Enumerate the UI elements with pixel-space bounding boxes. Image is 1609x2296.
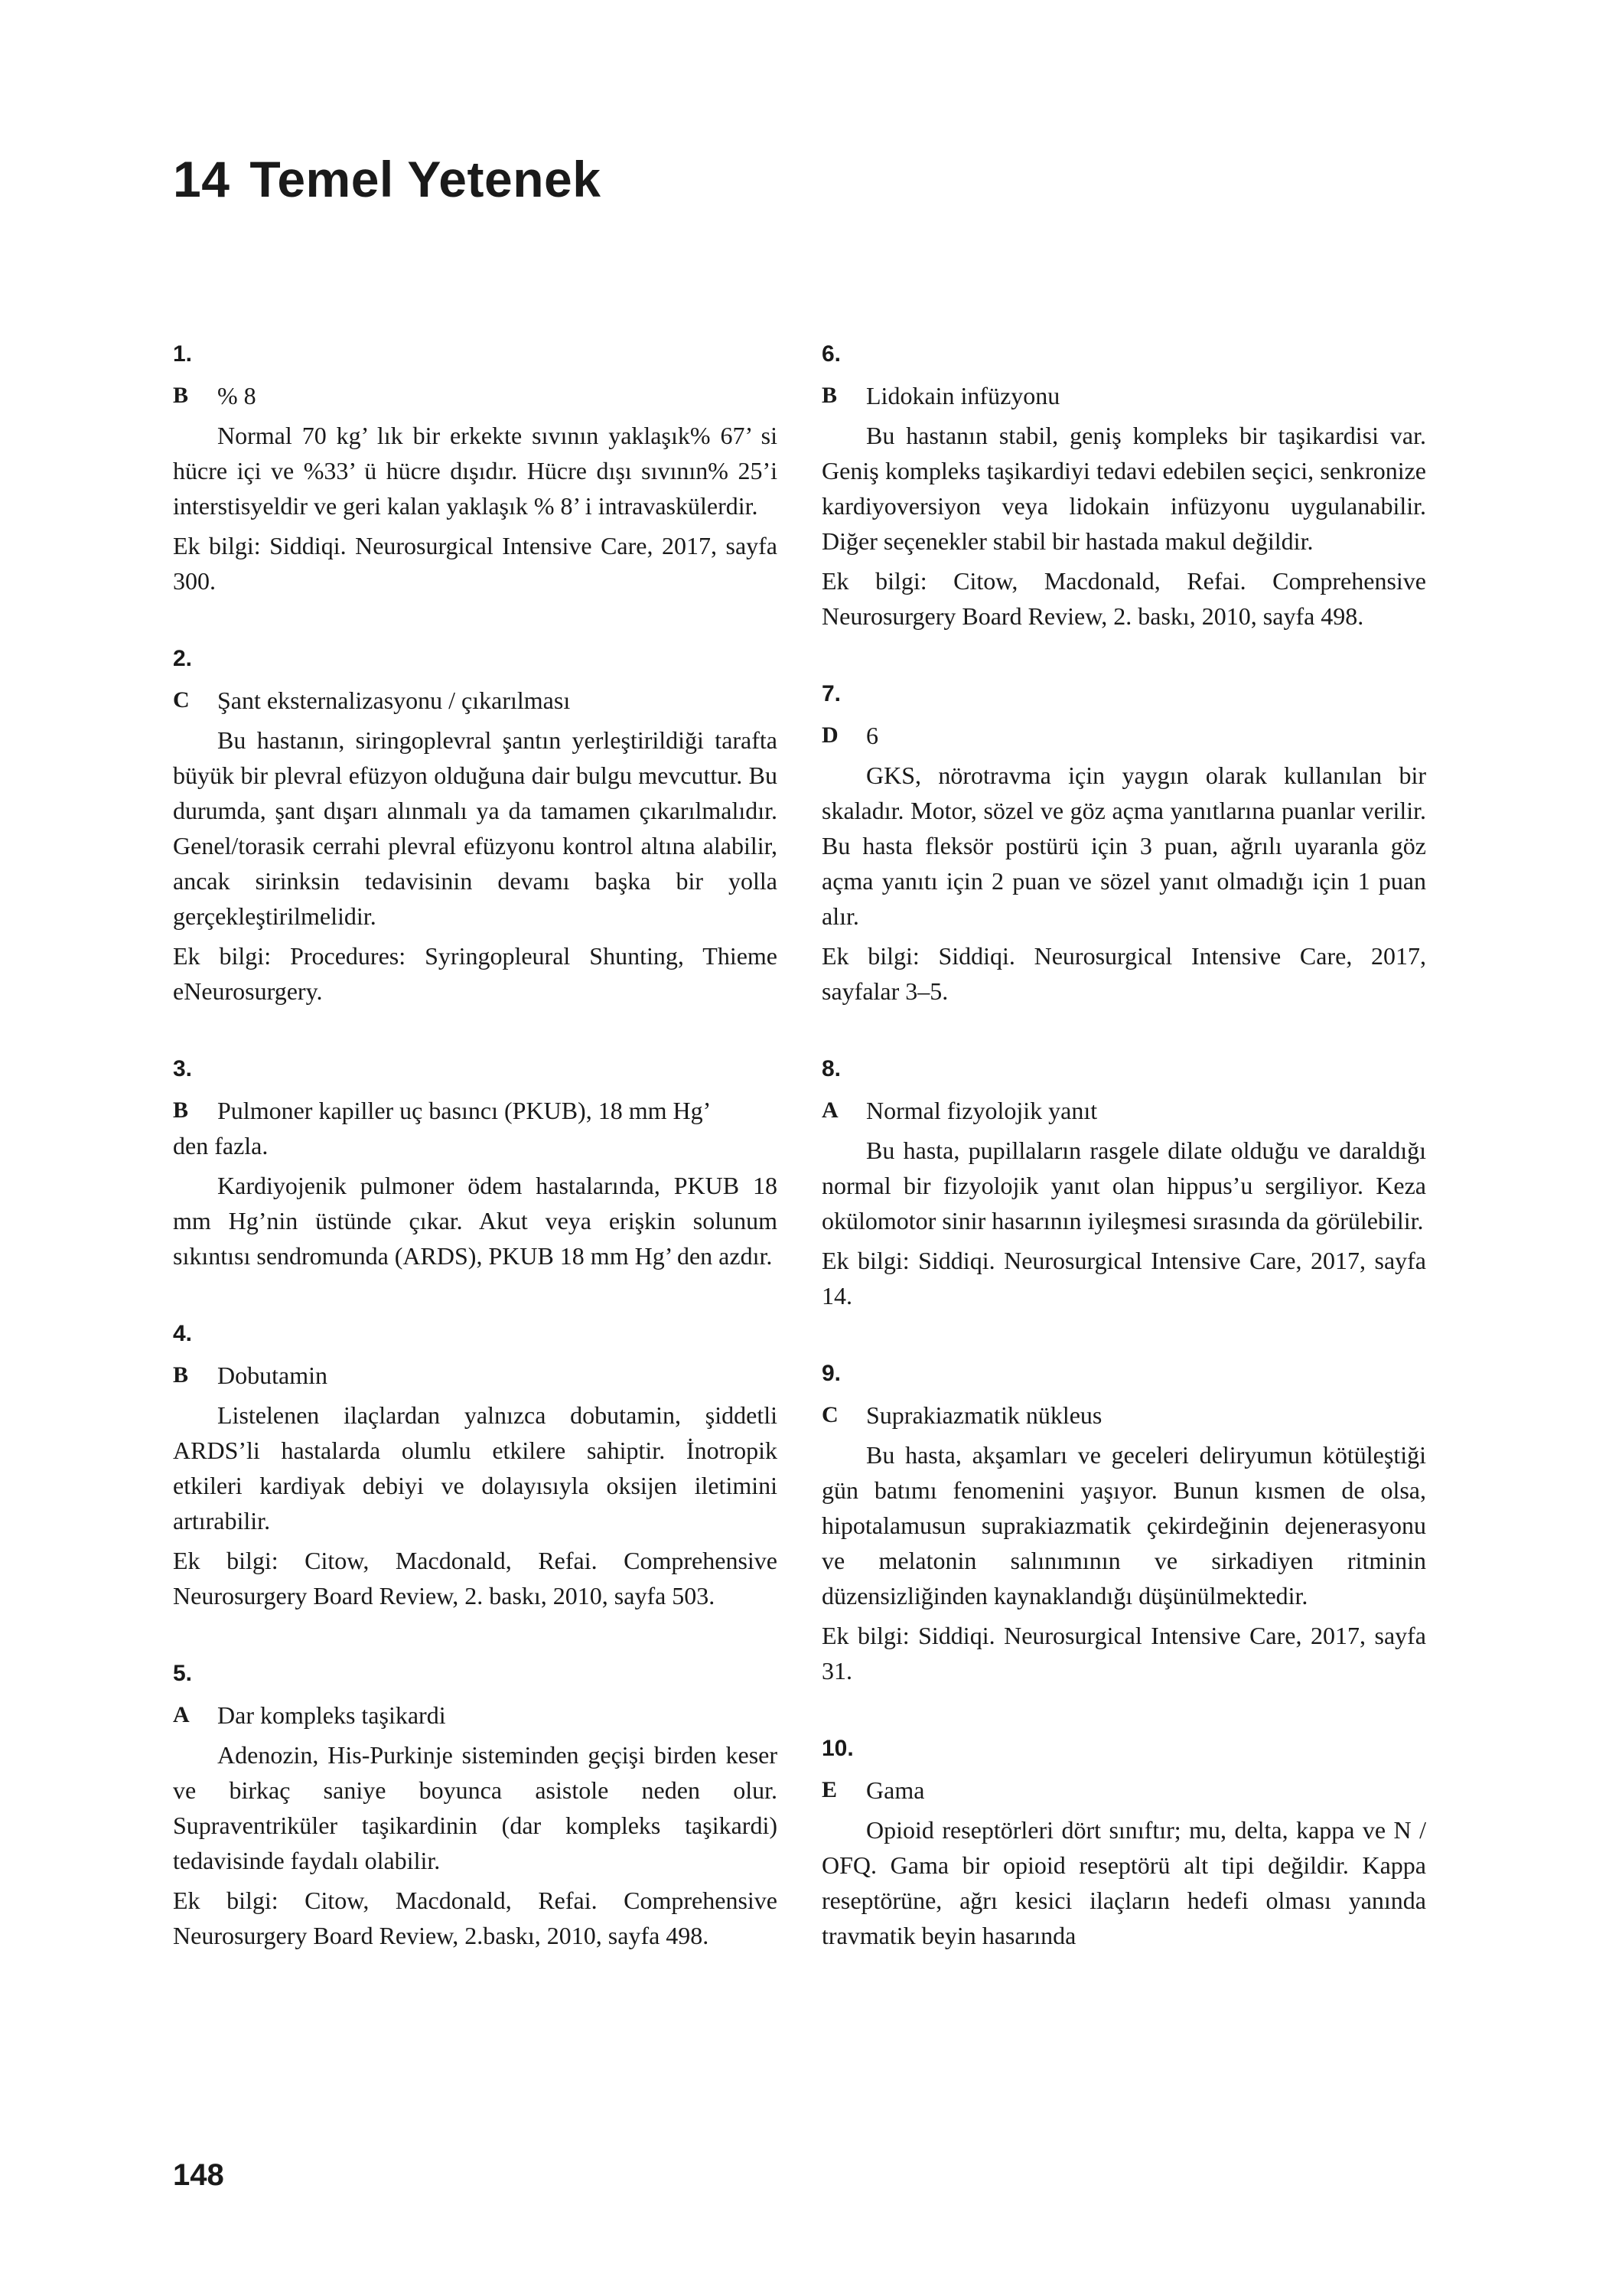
reference: Ek bilgi: Siddiqi. Neurosurgical Intensive Care, 2017, sayfa 31. — [822, 1622, 1426, 1684]
explanation: Kardiyojenik pulmoner ödem hastalarında, PKUB 18 mm Hg’nin üstünde çıkar. Akut veya erişkin solunum sıkıntısı sendromunda (ARDS), PKUB 18 mm Hg’ den azdır. — [173, 1172, 777, 1270]
answer-line — [173, 378, 777, 413]
reference: Ek bilgi: Siddiqi. Neurosurgical Intensive Care, 2017, sayfalar 3–5. — [822, 942, 1426, 1005]
question-number: 3. — [173, 1056, 193, 1081]
answer-line — [822, 1093, 1426, 1128]
answer-line — [822, 378, 1426, 413]
explanation: Bu hasta, akşamları ve geceleri deliryumun kötüleştiği gün batımı fenomenini yaşıyor. Bunun kısmen de olsa, hipotalamusun suprakiazmatik çekirdeğinin dejenerasyonu ve melatonin salınımının ve sirkadiyen ritminin düzensizliğinden kaynaklandığı düşünülmektedir. — [822, 1441, 1426, 1609]
answer-text: Dar kompleks taşikardi — [217, 1701, 446, 1729]
question-4 — [173, 1316, 777, 1613]
question-number: 4. — [173, 1321, 193, 1346]
answer-text-continuation: den fazla. — [173, 1132, 269, 1159]
answer-letter: B — [173, 383, 189, 408]
question-number: 8. — [822, 1056, 842, 1081]
answer-text: Pulmoner kapiller uç basıncı (PKUB), 18 mm Hg’ — [217, 1097, 712, 1124]
question-number: 1. — [173, 341, 193, 367]
question-number: 9. — [822, 1361, 842, 1386]
question-number: 5. — [173, 1661, 193, 1686]
question-number: 6. — [822, 341, 842, 367]
reference: Ek bilgi: Citow, Macdonald, Refai. Comprehensive Neurosurgery Board Review, 2. baskı, 2010, sayfa 503. — [173, 1547, 777, 1609]
question-number: 7. — [822, 681, 842, 706]
answer-letter: D — [822, 722, 839, 748]
question-9 — [822, 1356, 1426, 1688]
answer-text: Gama — [866, 1776, 925, 1804]
answer-line — [173, 1093, 777, 1163]
explanation: Adenozin, His-Purkinje sisteminden geçişi birden keser ve birkaç saniye boyunca asistole neden olur. Supraventriküler taşikardinin (dar kompleks taşikardi) tedavisinde faydalı olabilir. — [173, 1741, 777, 1874]
answer-text: 6 — [866, 722, 878, 749]
answer-text: Normal fizyolojik yanıt — [866, 1097, 1098, 1124]
left-column — [173, 337, 777, 1996]
chapter-title-text: Temel Yetenek — [249, 151, 601, 207]
explanation: Normal 70 kg’ lık bir erkekte sıvının yaklaşık% 67’ si hücre içi ve %33’ ü hücre dışıdır. Hücre dışı sıvının% 25’i interstisyeldir ve geri kalan yaklaşık % 8’ i intravaskülerdir. — [173, 422, 777, 520]
reference: Ek bilgi: Siddiqi. Neurosurgical Intensive Care, 2017, sayfa 300. — [173, 532, 777, 595]
question-number: 2. — [173, 646, 193, 671]
question-7 — [822, 677, 1426, 1009]
answer-text: % 8 — [217, 382, 256, 409]
reference: Ek bilgi: Siddiqi. Neurosurgical Intensive Care, 2017, sayfa 14. — [822, 1247, 1426, 1309]
question-5 — [173, 1656, 777, 1953]
question-2 — [173, 641, 777, 1009]
answer-letter: B — [822, 383, 838, 408]
answer-text: Lidokain infüzyonu — [866, 382, 1060, 409]
answer-line — [173, 683, 777, 718]
answer-line — [822, 1397, 1426, 1433]
chapter-number: 14 — [173, 151, 230, 207]
answer-letter: E — [822, 1777, 838, 1802]
question-8 — [822, 1052, 1426, 1313]
answer-letter: C — [822, 1402, 839, 1427]
question-1 — [173, 337, 777, 598]
answer-letter: B — [173, 1097, 189, 1123]
answer-line — [822, 718, 1426, 753]
explanation: Bu hastanın, siringoplevral şantın yerleştirildiği tarafta büyük bir plevral efüzyon olduğuna dair bulgu mevcuttur. Bu durumda, şant dışarı alınmalı ya da tamamen çıkarılmalıdır. Genel/torasik cerrahi plevral efüzyonu kontrol altına alabilir, ancak sirinksin tedavisinin devamı başka bir yolla gerçekleştirilmelidir. — [173, 726, 777, 930]
explanation: Listelenen ilaçlardan yalnızca dobutamin, şiddetli ARDS’li hastalarda olumlu etkilere sahiptir. İnotropik etkileri kardiyak debiyi ve dolayısıyla oksijen iletimini artırabilir. — [173, 1401, 777, 1534]
answer-letter: A — [822, 1097, 839, 1123]
answer-line — [173, 1358, 777, 1393]
explanation: Bu hastanın stabil, geniş kompleks bir taşikardisi var. Geniş kompleks taşikardiyi tedavi edebilen seçici, senkronize kardiyoversiyon veya lidokain infüzyonu uygulanabilir. Diğer seçenekler stabil bir hastada makul değildir. — [822, 422, 1426, 555]
answer-line — [173, 1698, 777, 1733]
right-column — [822, 337, 1426, 1996]
answer-text: Dobutamin — [217, 1362, 327, 1389]
reference: Ek bilgi: Procedures: Syringopleural Shunting, Thieme eNeurosurgery. — [173, 942, 777, 1005]
question-10 — [822, 1731, 1426, 1953]
question-6 — [822, 337, 1426, 634]
answer-text: Şant eksternalizasyonu / çıkarılması — [217, 687, 571, 714]
answer-letter: C — [173, 687, 190, 713]
question-number: 10. — [822, 1736, 854, 1761]
chapter-title — [173, 150, 601, 208]
reference: Ek bilgi: Citow, Macdonald, Refai. Comprehensive Neurosurgery Board Review, 2. baskı, 2010, sayfa 498. — [822, 567, 1426, 630]
page-number: 148 — [173, 2158, 224, 2192]
reference: Ek bilgi: Citow, Macdonald, Refai. Comprehensive Neurosurgery Board Review, 2.baskı, 2010, sayfa 498. — [173, 1887, 777, 1949]
explanation: Opioid reseptörleri dört sınıftır; mu, delta, kappa ve N / OFQ. Gama bir opioid reseptörü alt tipi değildir. Kappa reseptörüne, ağrı kesici ilaçların hedefi olması yanında travmatik beyin hasarında — [822, 1816, 1426, 1949]
explanation: GKS, nörotravma için yaygın olarak kullanılan bir skaladır. Motor, sözel ve göz açma yanıtlarına puanlar verilir. Bu hasta fleksör postürü için 3 puan, ağrılı uyaranla göz açma yanıtı için 2 puan ve sözel yanıt olmadığı için 1 puan alır. — [822, 762, 1426, 930]
answer-text: Suprakiazmatik nükleus — [866, 1401, 1103, 1429]
question-3 — [173, 1052, 777, 1274]
answer-letter: A — [173, 1702, 190, 1727]
answer-line — [822, 1773, 1426, 1808]
answer-letter: B — [173, 1362, 189, 1388]
explanation: Bu hasta, pupillaların rasgele dilate olduğu ve daraldığı normal bir fizyolojik yanıt olan hippus’u sergiliyor. Keza okülomotor sinir hasarının iyileşmesi sırasında da görülebilir. — [822, 1137, 1426, 1234]
